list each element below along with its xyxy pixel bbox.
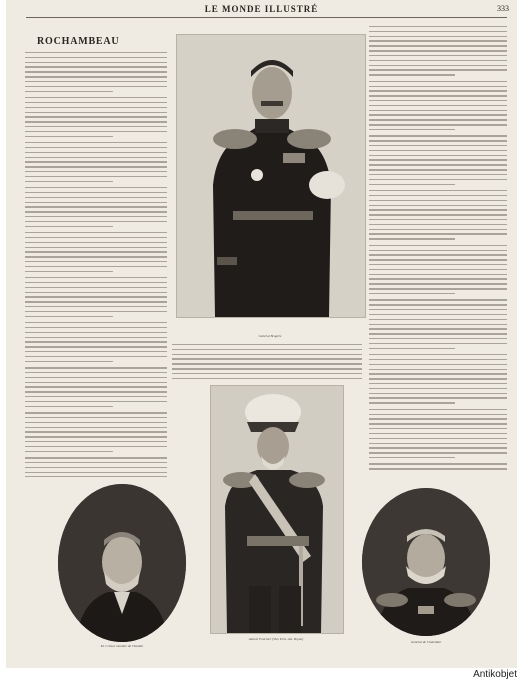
text-line xyxy=(369,159,507,160)
text-line xyxy=(369,179,507,180)
text-line xyxy=(369,155,507,156)
text-line xyxy=(25,57,167,58)
text-line xyxy=(369,324,507,325)
text-line xyxy=(369,169,507,170)
text-line xyxy=(172,363,362,364)
text-line xyxy=(369,150,507,151)
text-line xyxy=(25,396,167,397)
text-line xyxy=(25,332,167,333)
text-line xyxy=(369,135,507,136)
oval-portrait-left xyxy=(58,484,186,642)
text-line xyxy=(25,316,113,317)
text-line xyxy=(369,259,507,260)
caption-right-oval: Général de Chalendar xyxy=(410,640,442,644)
text-line xyxy=(25,171,167,172)
text-line xyxy=(25,242,167,243)
text-line xyxy=(25,142,167,143)
text-line xyxy=(25,192,167,193)
text-line xyxy=(369,174,507,175)
text-line xyxy=(25,401,167,402)
text-line xyxy=(369,354,507,355)
text-line xyxy=(25,126,167,127)
text-line xyxy=(25,406,113,407)
text-line xyxy=(369,278,507,279)
text-line xyxy=(25,131,167,132)
text-line xyxy=(369,402,455,403)
text-line xyxy=(369,105,507,106)
text-line xyxy=(172,358,362,359)
text-line xyxy=(369,418,507,419)
text-line xyxy=(369,254,507,255)
text-line xyxy=(369,90,507,91)
text-line xyxy=(369,119,507,120)
text-line xyxy=(369,184,455,185)
text-line xyxy=(25,292,167,293)
text-line xyxy=(25,216,167,217)
caption-center-portrait: Amiral Fournier (Vice Prés. Am. Bryan) xyxy=(248,637,304,641)
text-line xyxy=(25,181,113,182)
text-line xyxy=(369,463,507,464)
text-line xyxy=(25,152,167,153)
text-line xyxy=(369,238,455,239)
text-line xyxy=(25,176,167,177)
text-line xyxy=(172,349,362,350)
text-line xyxy=(25,386,167,387)
text-line xyxy=(369,299,507,300)
masthead-title: LE MONDE ILLUSTRÉ xyxy=(204,4,319,14)
text-line xyxy=(25,311,167,312)
text-line xyxy=(369,288,507,289)
text-line xyxy=(172,344,362,345)
text-line xyxy=(25,71,167,72)
text-line xyxy=(369,219,507,220)
text-line xyxy=(25,472,167,473)
text-line xyxy=(25,256,167,257)
page-header xyxy=(6,4,517,18)
text-line xyxy=(369,214,507,215)
text-line xyxy=(25,361,113,362)
text-line xyxy=(369,245,507,246)
text-line xyxy=(369,383,507,384)
text-line xyxy=(369,65,507,66)
text-line xyxy=(369,31,507,32)
text-line xyxy=(369,409,507,410)
text-line xyxy=(25,412,167,413)
text-line xyxy=(25,391,167,392)
text-line xyxy=(172,354,362,355)
text-line xyxy=(25,462,167,463)
text-line xyxy=(25,81,167,82)
text-line xyxy=(369,378,507,379)
text-line xyxy=(25,107,167,108)
text-line xyxy=(369,274,507,275)
text-line xyxy=(369,309,507,310)
text-line xyxy=(369,50,507,51)
text-line xyxy=(172,368,362,369)
text-line xyxy=(25,351,167,352)
text-line xyxy=(25,422,167,423)
text-line xyxy=(369,55,507,56)
text-line xyxy=(25,166,167,167)
text-line xyxy=(369,26,507,27)
text-line xyxy=(25,102,167,103)
text-line xyxy=(25,232,167,233)
text-line xyxy=(369,433,507,434)
watermark-logo: Antikobjet xyxy=(473,669,517,680)
text-line xyxy=(369,129,455,130)
text-line xyxy=(369,447,507,448)
text-line xyxy=(369,369,507,370)
text-line xyxy=(25,211,167,212)
text-line xyxy=(25,197,167,198)
text-line xyxy=(369,233,507,234)
header-rule xyxy=(26,17,507,18)
text-line xyxy=(25,91,113,92)
text-line xyxy=(369,333,507,334)
text-line xyxy=(369,140,507,141)
text-line xyxy=(369,443,507,444)
text-line xyxy=(369,428,507,429)
text-line xyxy=(25,436,167,437)
text-line xyxy=(25,52,167,53)
caption-left-oval: M. Cristel, membre de l'Institut xyxy=(100,644,144,648)
text-line xyxy=(369,86,507,87)
text-line xyxy=(25,372,167,373)
text-line xyxy=(25,327,167,328)
text-line xyxy=(25,116,167,117)
text-line xyxy=(25,86,167,87)
text-line xyxy=(369,40,507,41)
caption-top-portrait: Général Brugère xyxy=(258,334,282,338)
text-line xyxy=(25,66,167,67)
text-line xyxy=(25,251,167,252)
text-line xyxy=(25,441,167,442)
text-line xyxy=(25,296,167,297)
text-line xyxy=(25,266,167,267)
text-line xyxy=(369,60,507,61)
text-line xyxy=(25,356,167,357)
text-line xyxy=(25,247,167,248)
text-line xyxy=(25,62,167,63)
text-line xyxy=(369,209,507,210)
text-line xyxy=(369,293,455,294)
text-line xyxy=(25,367,167,368)
text-line xyxy=(369,343,507,344)
text-line xyxy=(369,205,507,206)
text-line xyxy=(369,114,507,115)
text-line xyxy=(25,282,167,283)
text-line xyxy=(369,195,507,196)
text-line xyxy=(25,202,167,203)
left-text-column xyxy=(25,52,167,477)
text-line xyxy=(369,81,507,82)
text-line xyxy=(369,145,507,146)
newspaper-page xyxy=(6,0,517,668)
text-line xyxy=(25,341,167,342)
text-line xyxy=(25,451,113,452)
text-line xyxy=(369,304,507,305)
text-line xyxy=(25,271,113,272)
text-line xyxy=(25,446,167,447)
text-line xyxy=(369,319,507,320)
text-line xyxy=(369,393,507,394)
text-line xyxy=(25,467,167,468)
text-line xyxy=(25,97,167,98)
text-line xyxy=(172,373,362,374)
text-line xyxy=(25,136,113,137)
text-line xyxy=(369,438,507,439)
text-line xyxy=(25,382,167,383)
text-line xyxy=(369,190,507,191)
text-line xyxy=(369,36,507,37)
text-line xyxy=(369,95,507,96)
text-line xyxy=(25,417,167,418)
text-line xyxy=(369,388,507,389)
page-number: 333 xyxy=(497,4,509,13)
text-line xyxy=(369,468,507,469)
text-line xyxy=(25,306,167,307)
text-line xyxy=(369,74,455,75)
text-line xyxy=(369,314,507,315)
text-line xyxy=(25,161,167,162)
text-line xyxy=(369,100,507,101)
text-line xyxy=(369,200,507,201)
text-line xyxy=(172,378,362,379)
text-line xyxy=(25,112,167,113)
text-line xyxy=(369,69,507,70)
text-line xyxy=(369,124,507,125)
text-line xyxy=(369,110,507,111)
text-line xyxy=(25,226,113,227)
middle-text-block xyxy=(172,344,362,382)
text-line xyxy=(369,348,455,349)
text-line xyxy=(369,359,507,360)
text-line xyxy=(369,229,507,230)
text-line xyxy=(369,264,507,265)
text-line xyxy=(369,414,507,415)
text-line xyxy=(25,457,167,458)
portrait-photo-admiral xyxy=(210,385,344,634)
text-line xyxy=(25,121,167,122)
text-line xyxy=(369,423,507,424)
text-line xyxy=(25,157,167,158)
text-line xyxy=(369,328,507,329)
text-line xyxy=(25,346,167,347)
text-line xyxy=(25,287,167,288)
article-title: ROCHAMBEAU xyxy=(37,36,120,47)
text-line xyxy=(25,187,167,188)
text-line xyxy=(25,377,167,378)
text-line xyxy=(25,322,167,323)
text-line xyxy=(25,337,167,338)
text-line xyxy=(25,261,167,262)
text-line xyxy=(25,206,167,207)
text-line xyxy=(25,237,167,238)
text-line xyxy=(25,431,167,432)
text-line xyxy=(369,364,507,365)
text-line xyxy=(369,397,507,398)
text-line xyxy=(369,457,455,458)
portrait-photo-general xyxy=(176,34,366,318)
oval-portrait-right xyxy=(362,488,490,636)
text-line xyxy=(369,283,507,284)
text-line xyxy=(25,277,167,278)
text-line xyxy=(25,147,167,148)
text-line xyxy=(369,45,507,46)
text-line xyxy=(25,301,167,302)
text-line xyxy=(25,476,167,477)
text-line xyxy=(369,250,507,251)
text-line xyxy=(369,373,507,374)
text-line xyxy=(369,269,507,270)
text-line xyxy=(25,221,167,222)
text-line xyxy=(369,164,507,165)
text-line xyxy=(369,338,507,339)
text-line xyxy=(369,224,507,225)
right-text-column xyxy=(369,26,507,471)
text-line xyxy=(25,76,167,77)
text-line xyxy=(25,427,167,428)
text-line xyxy=(369,452,507,453)
